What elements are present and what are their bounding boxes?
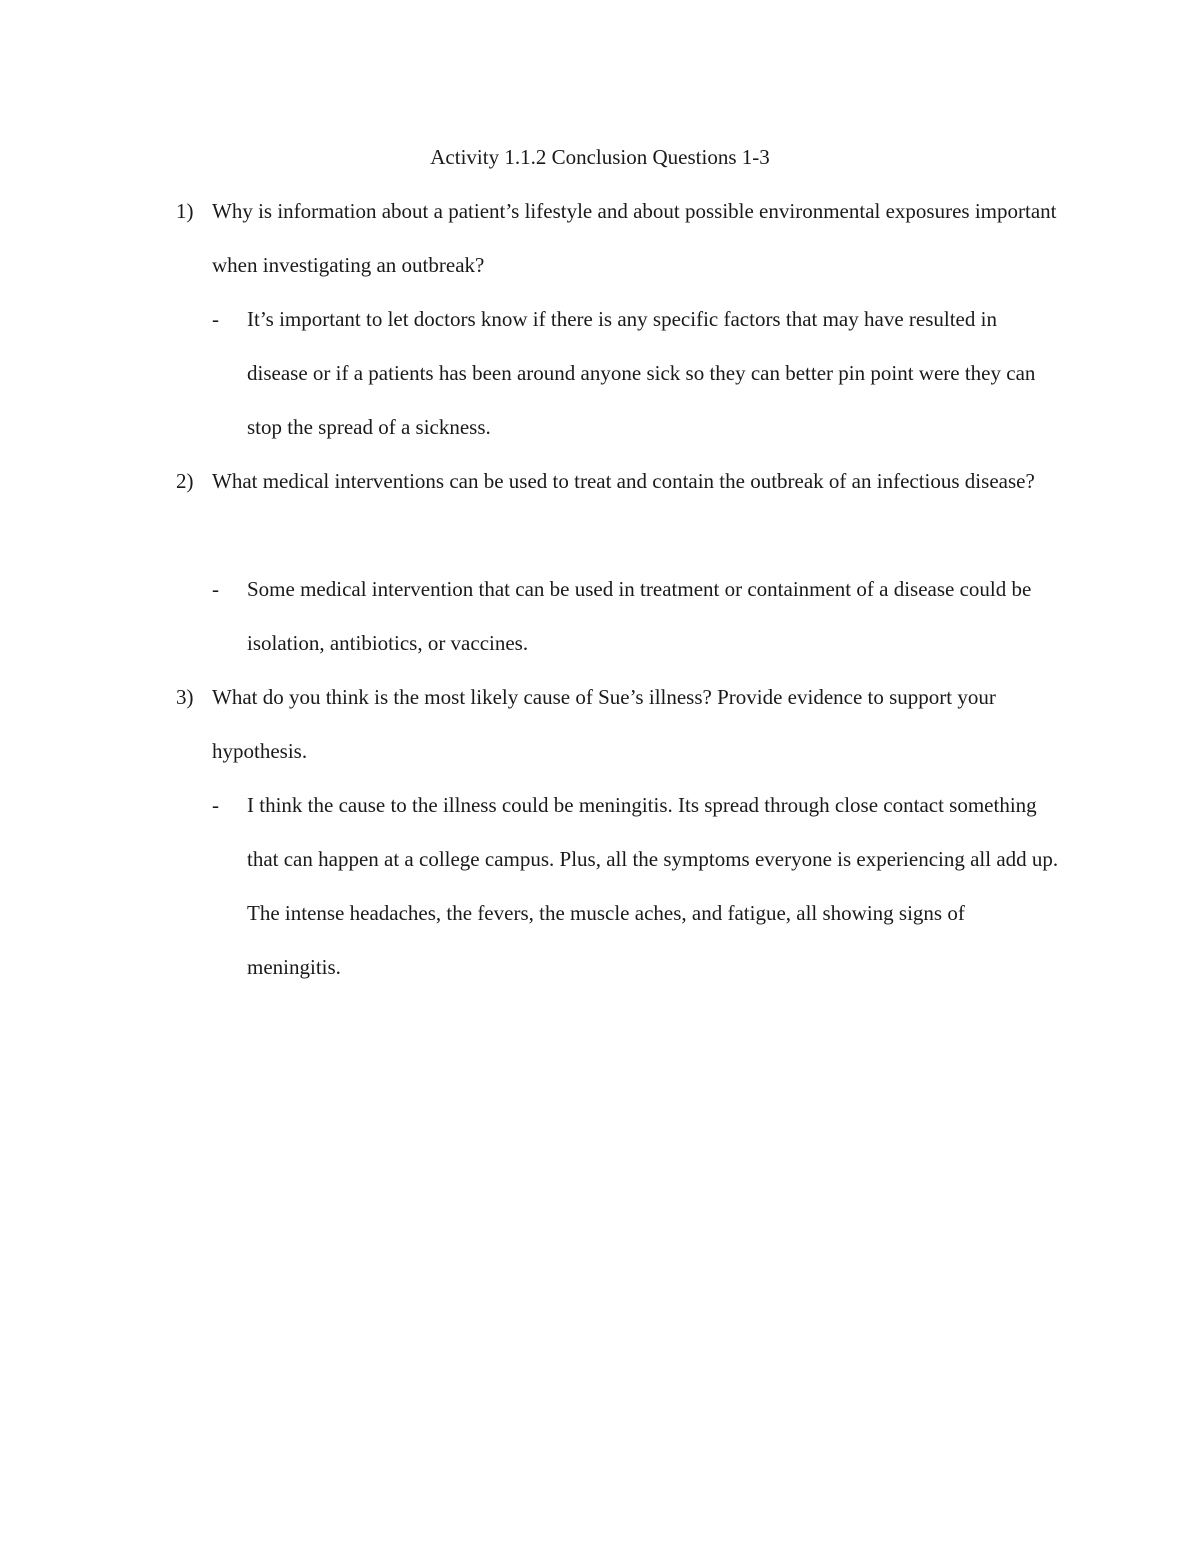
question-text-2: What medical interventions can be used to treat and contain the outbreak of an infectious disease? — [212, 469, 1035, 493]
answer-bullet-2: - — [212, 577, 219, 601]
question-text-3: What do you think is the most likely cause of Sue’s illness? Provide evidence to support your hypothesis. — [212, 685, 996, 763]
question-number-2: 2) — [176, 469, 194, 493]
question-text-1: Why is information about a patient’s lifestyle and about possible environmental exposures important when investigating an outbreak? — [212, 199, 1057, 277]
answer-text-2: Some medical intervention that can be used in treatment or containment of a disease could be isolation, antibiotics, or vaccines. — [247, 577, 1032, 655]
question-number-3: 3) — [176, 685, 194, 709]
answer-bullet-1: - — [212, 307, 219, 331]
answer-text-1: It’s important to let doctors know if there is any specific factors that may have resulted in disease or if a patients has been around anyone sick so they can better pin point were they can stop the spread of a sickness. — [247, 307, 1036, 439]
answer-bullet-3: - — [212, 793, 219, 817]
question-number-1: 1) — [176, 199, 194, 223]
answer-text-3: I think the cause to the illness could be meningitis. Its spread through close contact something that can happen at a college campus. Plus, all the symptoms everyone is experiencing all add up. The intense headaches, the fevers, the muscle aches, and fatigue, all showing signs of meningitis. — [247, 793, 1059, 979]
document-title: Activity 1.1.2 Conclusion Questions 1-3 — [430, 145, 770, 169]
